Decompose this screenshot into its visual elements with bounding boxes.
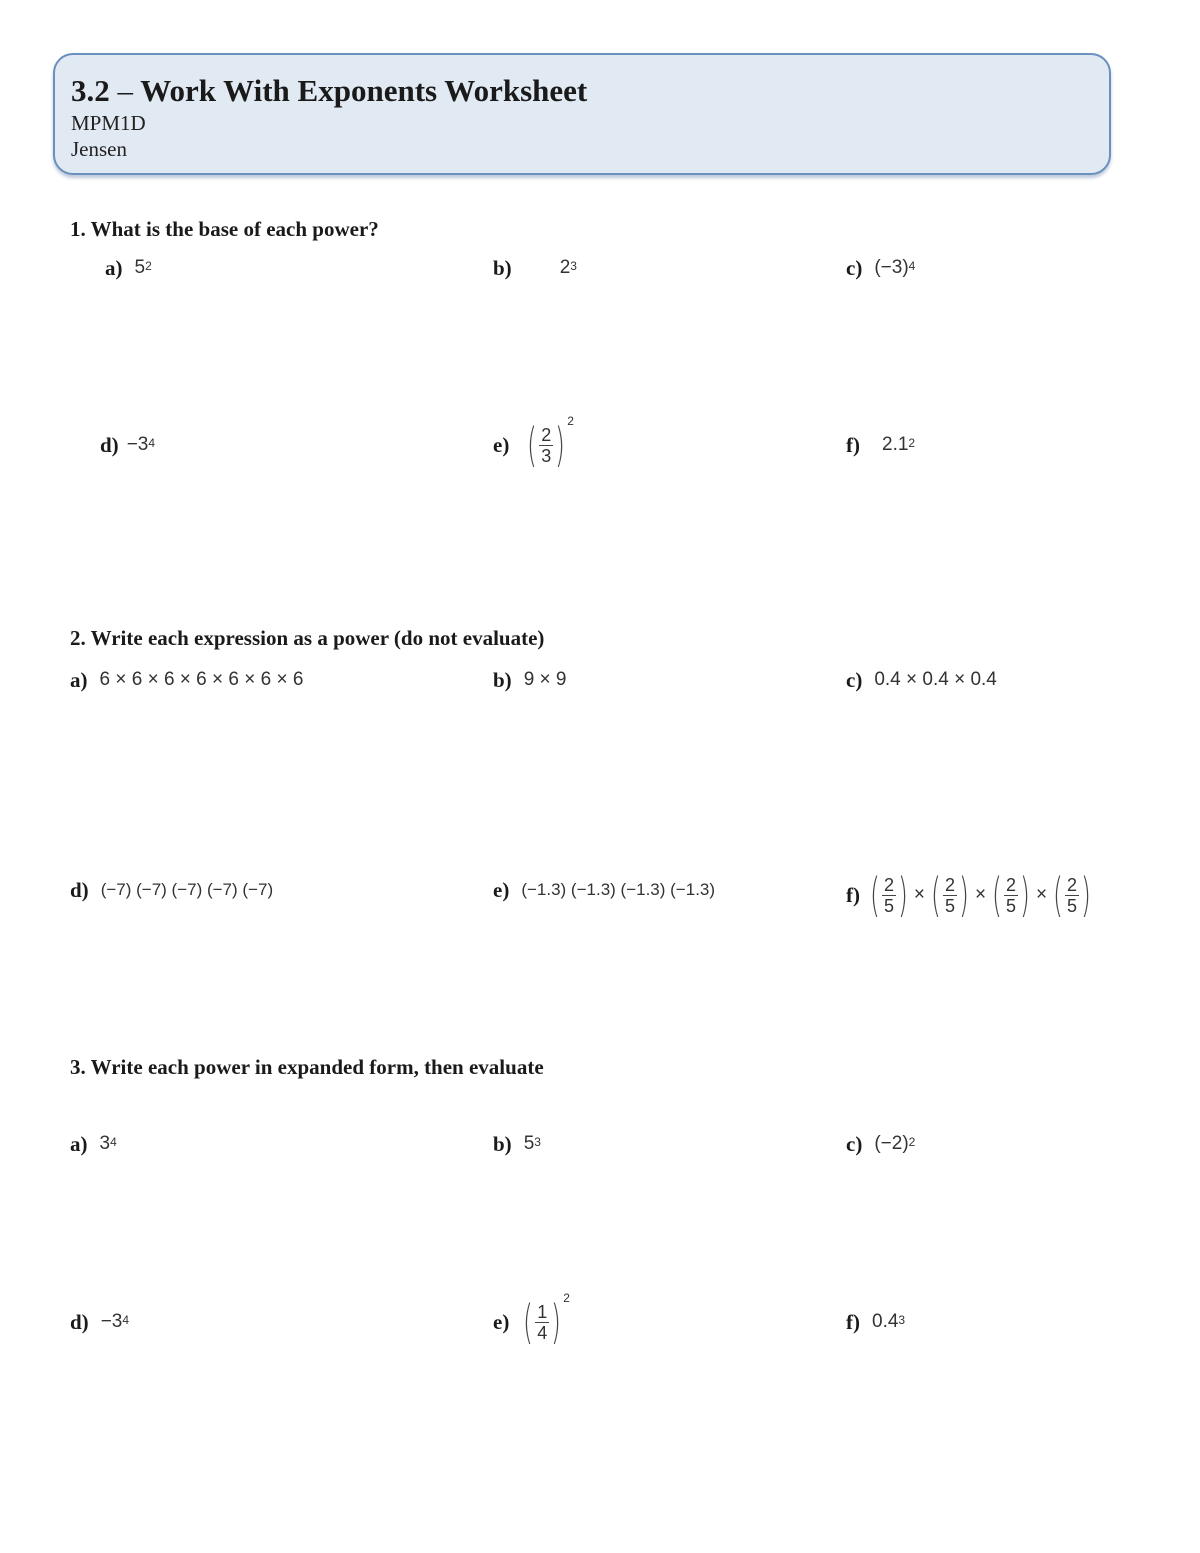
item-label: f): [846, 882, 860, 907]
times-sign: ×: [1035, 884, 1048, 905]
fraction-power: [519, 1291, 570, 1349]
exponent: 3: [534, 1135, 541, 1149]
question-3-title: 3. Write each power in expanded form, then evaluate: [70, 1055, 544, 1079]
q2-item-e: [493, 865, 715, 915]
power-expression: [874, 257, 915, 279]
question-2-title: 2. Write each expression as a power (do not evaluate): [70, 626, 545, 650]
q1-item-d: [100, 420, 155, 470]
title-dash: –: [117, 73, 133, 108]
item-label: f): [846, 432, 860, 457]
product-expression: 6 × 6 × 6 × 6 × 6 × 6 × 6: [99, 669, 304, 690]
q3-item-a: [70, 1119, 117, 1169]
product-expression: (−1.3) (−1.3) (−1.3) (−1.3): [521, 880, 716, 899]
base: (−3): [874, 257, 909, 278]
denominator: 5: [944, 895, 955, 916]
q3-item-b: [493, 1119, 541, 1169]
exponent: 2: [908, 1135, 916, 1149]
denominator: 4: [537, 1322, 548, 1343]
right-paren: ): [1081, 868, 1091, 922]
base: 0.4: [872, 1311, 899, 1332]
base: −3: [126, 434, 149, 455]
course-code: MPM1D: [71, 111, 146, 135]
numerator: 2: [883, 874, 894, 895]
base: −3: [100, 1311, 123, 1332]
left-paren: (: [1053, 868, 1064, 922]
exponent: 4: [110, 1135, 117, 1149]
q3-item-f: [846, 1297, 905, 1347]
denominator: 5: [1067, 895, 1078, 916]
item-label: c): [846, 255, 863, 280]
left-paren: (: [931, 868, 941, 922]
power-expression: [100, 1133, 117, 1155]
item-label: d): [100, 432, 119, 457]
fraction-power: [523, 414, 574, 472]
exponent: 4: [908, 259, 916, 273]
q2-item-c: [846, 655, 997, 705]
base: (−2): [874, 1133, 909, 1154]
exponent: 3: [570, 259, 577, 273]
worksheet-header: [53, 53, 1111, 175]
times-sign: ×: [913, 884, 926, 905]
power-expression: [882, 434, 915, 456]
right-paren: ): [1020, 868, 1030, 922]
item-label: a): [70, 1131, 88, 1156]
exponent: 2: [567, 414, 574, 428]
q2-item-f: [846, 870, 1095, 920]
q2-item-d: [70, 865, 273, 915]
fraction-product: [866, 868, 1095, 922]
denominator: 5: [1006, 895, 1017, 916]
numerator: 2: [1067, 874, 1078, 895]
item-label: b): [493, 255, 512, 280]
power-expression: [874, 1133, 915, 1155]
numerator: 2: [1006, 874, 1017, 895]
item-label: c): [846, 1131, 863, 1156]
right-paren: ): [898, 868, 908, 922]
right-paren: ): [551, 1295, 562, 1349]
question-1-title: 1. What is the base of each power?: [70, 217, 379, 241]
fraction: [943, 875, 957, 916]
item-label: c): [846, 667, 863, 692]
base: 3: [99, 1133, 111, 1154]
base: 2: [559, 257, 571, 278]
exponent: 2: [908, 436, 916, 450]
fraction: [1065, 875, 1079, 916]
product-expression: (−7) (−7) (−7) (−7) (−7): [100, 880, 274, 899]
power-expression: [524, 1133, 541, 1155]
product-expression: 0.4 × 0.4 × 0.4: [874, 669, 997, 690]
page-title: [71, 73, 587, 109]
product-expression: 9 × 9: [523, 669, 567, 690]
power-expression: [127, 434, 155, 456]
left-paren: (: [992, 868, 1002, 922]
base: 5: [134, 257, 146, 278]
exponent: 4: [148, 436, 156, 450]
base: 2.1: [882, 434, 909, 455]
item-label: f): [846, 1309, 860, 1334]
title-number: 3.2: [71, 73, 110, 108]
numerator: 2: [944, 874, 955, 895]
power-expression: [872, 1311, 905, 1333]
power-expression: [101, 1311, 129, 1333]
item-label: a): [105, 255, 123, 280]
item-label: b): [493, 1131, 512, 1156]
q1-item-f: [846, 420, 915, 470]
right-paren: ): [959, 868, 969, 922]
q1-item-e: [493, 414, 574, 472]
q1-item-b: [493, 243, 577, 293]
power-expression: [560, 257, 577, 279]
exponent: 2: [563, 1291, 570, 1305]
q2-item-b: [493, 655, 566, 705]
item-label: e): [493, 1309, 510, 1334]
times-sign: ×: [974, 884, 987, 905]
item-label: d): [70, 877, 89, 902]
numerator: 2: [541, 424, 552, 445]
denominator: 5: [883, 895, 894, 916]
fraction: [882, 875, 896, 916]
fraction: [1004, 875, 1018, 916]
item-label: b): [493, 667, 512, 692]
base: 5: [523, 1133, 535, 1154]
numerator: 1: [537, 1301, 548, 1322]
teacher-name: Jensen: [71, 137, 127, 161]
item-label: e): [493, 877, 510, 902]
q2-item-a: [70, 655, 303, 705]
right-paren: ): [555, 418, 566, 472]
power-expression: [135, 257, 152, 279]
title-text: Work With Exponents Worksheet: [140, 73, 588, 108]
left-paren: (: [523, 1295, 534, 1349]
exponent: 4: [122, 1313, 130, 1327]
item-label: e): [493, 432, 510, 457]
left-paren: (: [870, 868, 880, 922]
fraction: [535, 1302, 549, 1343]
q1-item-c: [846, 243, 915, 293]
q3-item-c: [846, 1119, 915, 1169]
left-paren: (: [527, 418, 538, 472]
exponent: 3: [898, 1313, 906, 1327]
exponent: 2: [145, 259, 152, 273]
item-label: a): [70, 667, 88, 692]
item-label: d): [70, 1309, 89, 1334]
fraction: [539, 425, 553, 466]
q3-item-e: [493, 1291, 570, 1349]
q1-item-a: [105, 243, 152, 293]
denominator: 3: [541, 445, 552, 466]
q3-item-d: [70, 1297, 129, 1347]
